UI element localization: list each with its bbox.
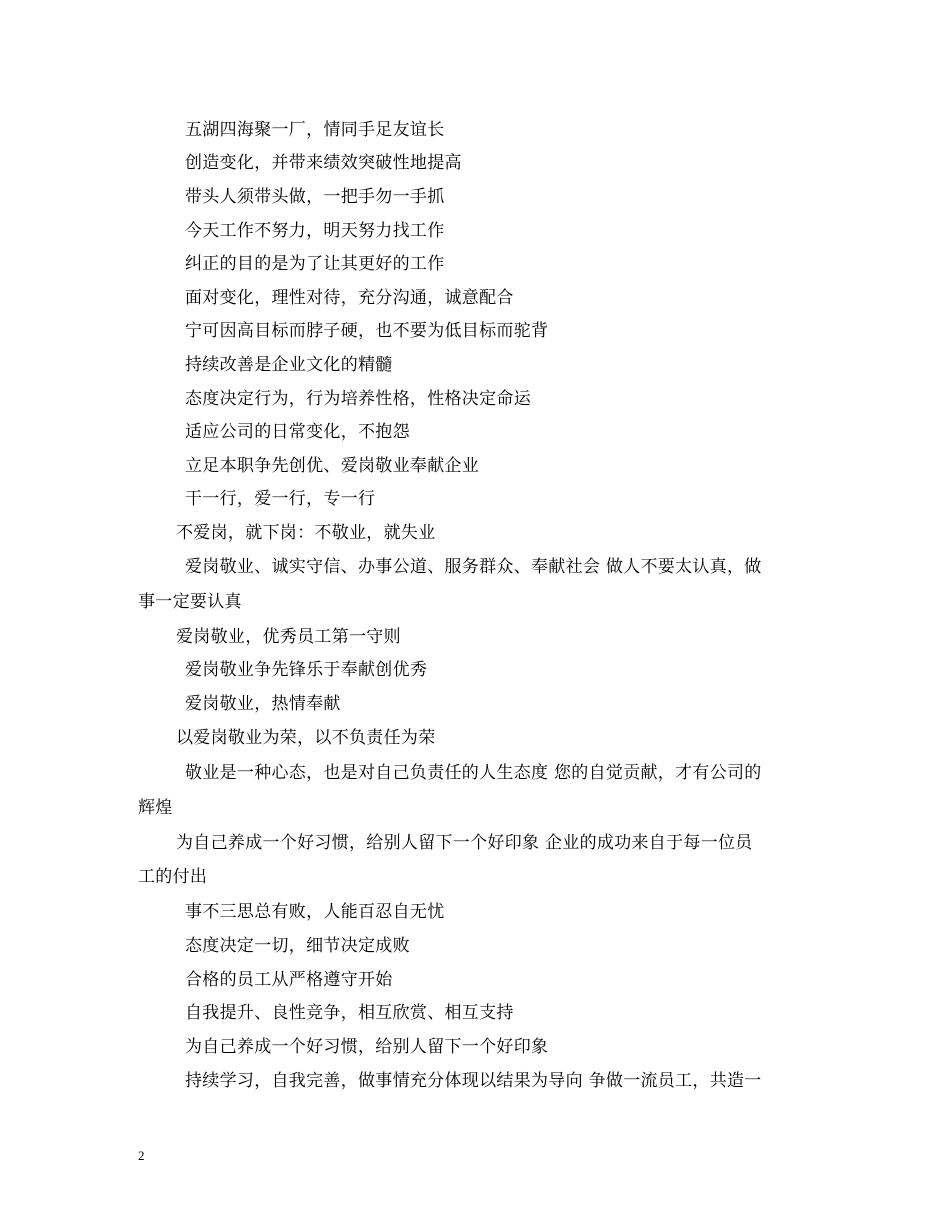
- text-line: 爱岗敬业、诚实守信、办事公道、服务群众、奉献社会 做人不要太认真，做: [185, 557, 762, 577]
- page-number: 2: [138, 1148, 145, 1163]
- text-line: 适应公司的日常变化，不抱怨: [185, 422, 410, 442]
- text-line: 自我提升、良性竞争，相互欣赏、相互支持: [185, 1003, 514, 1023]
- text-line: 不爱岗，就下岗：不敬业，就失业: [176, 523, 436, 543]
- text-line: 爱岗敬业，优秀员工第一守则: [176, 627, 401, 647]
- text-line: 合格的员工从严格遵守开始: [185, 970, 393, 990]
- text-line: 五湖四海聚一厂，情同手足友谊长: [185, 120, 445, 140]
- text-line: 爱岗敬业争先锋乐于奉献创优秀: [185, 660, 428, 680]
- text-line: 事不三思总有败，人能百忍自无忧: [185, 902, 445, 922]
- text-line: 为自己养成一个好习惯，给别人留下一个好印象 企业的成功来自于每一位员: [176, 833, 753, 853]
- text-line: 以爱岗敬业为荣，以不负责任为荣: [176, 728, 436, 748]
- text-line: 面对变化，理性对待，充分沟通，诚意配合: [185, 288, 514, 308]
- text-line: 事一定要认真: [138, 592, 242, 612]
- text-line: 宁可因高目标而脖子硬，也不要为低目标而驼背: [185, 321, 549, 341]
- text-line: 干一行，爱一行，专一行: [185, 489, 376, 509]
- text-line: 立足本职争先创优、爱岗敬业奉献企业: [185, 456, 480, 476]
- text-line: 工的付出: [138, 867, 208, 887]
- text-line: 持续改善是企业文化的精髓: [185, 355, 393, 375]
- text-line: 带头人须带头做，一把手勿一手抓: [185, 187, 445, 207]
- text-line: 态度决定行为，行为培养性格，性格决定命运: [185, 389, 531, 409]
- text-line: 纠正的目的是为了让其更好的工作: [185, 254, 445, 274]
- text-line: 持续学习，自我完善，做事情充分体现以结果为导向 争做一流员工，共造一: [185, 1071, 762, 1091]
- text-line: 态度决定一切，细节决定成败: [185, 936, 410, 956]
- text-line: 敬业是一种心态，也是对自己负责任的人生态度 您的自觉贡献，才有公司的: [185, 763, 762, 783]
- text-line: 辉煌: [138, 798, 173, 818]
- text-line: 今天工作不努力，明天努力找工作: [185, 221, 445, 241]
- text-line: 创造变化，并带来绩效突破性地提高: [185, 153, 462, 173]
- text-line: 爱岗敬业，热情奉献: [185, 694, 341, 714]
- text-line: 为自己养成一个好习惯，给别人留下一个好印象: [185, 1037, 549, 1057]
